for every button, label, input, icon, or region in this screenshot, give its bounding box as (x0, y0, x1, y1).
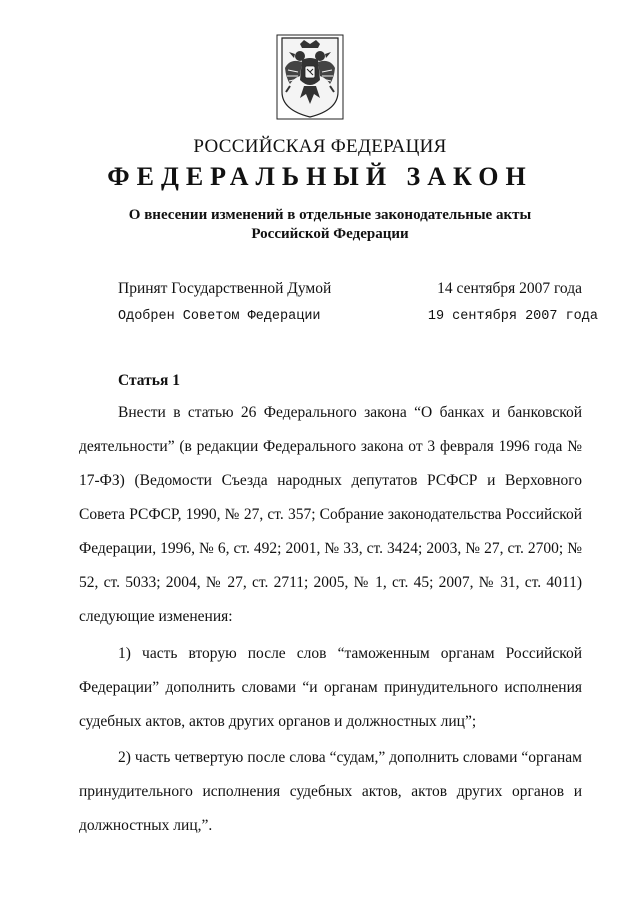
law-title-line: Российской Федерации (251, 226, 409, 242)
article-heading: Статья 1 (118, 372, 180, 389)
council-approval-date: 19 сентября 2007 года (427, 309, 598, 324)
paragraph-text: 1) часть вторую после слов “таможенным органам Российской Федерации” дополнить словами “и органам принудительного исполнения судебных актов, актов других органов и должностных лиц”; (79, 645, 582, 730)
duma-adoption-label: Принят Государственной Думой (118, 280, 332, 297)
coat-of-arms-icon (276, 34, 344, 120)
paragraph-text: Внести в статью 26 Федерального закона “О банках и банковской деятельности” (в редакции Федерального закона от 3 февраля 1996 года № 17-ФЗ) (Ведомости Съезда народных депутатов РСФСР и Верховного Совета РСФСР, 1990, № 27, ст. 357; Собрание законодательства Российской Федерации, 1996, № 6, ст. 492; 2001, № 33, ст. 3424; 2003, № 27, ст. 2700; № 52, ст. 5033; 2004, № 27, ст. 2711; 2005, № 1, ст. 45; 2007, № 31, ст. 4011) следующие изменения: (79, 404, 582, 625)
council-approval-label: Одобрен Советом Федерации (118, 309, 321, 324)
law-title-line: О внесении изменений в отдельные законодательные акты (128, 207, 532, 223)
law-title (110, 206, 550, 244)
country-name: РОССИЙСКАЯ ФЕДЕРАЦИЯ (193, 136, 447, 157)
article-paragraph (79, 637, 582, 739)
duma-adoption-date: 14 сентября 2007 года (437, 280, 582, 297)
document-type: ФЕДЕРАЛЬНЫЙ ЗАКОН (107, 162, 533, 191)
paragraph-text: 2) часть четвертую после слова “судам,” дополнить словами “органам принудительного исполнения судебных актов, актов других органов и должностных лиц,”. (79, 749, 582, 834)
article-paragraph (79, 741, 582, 843)
article-paragraph (79, 396, 582, 634)
double-headed-eagle-icon (276, 34, 344, 120)
